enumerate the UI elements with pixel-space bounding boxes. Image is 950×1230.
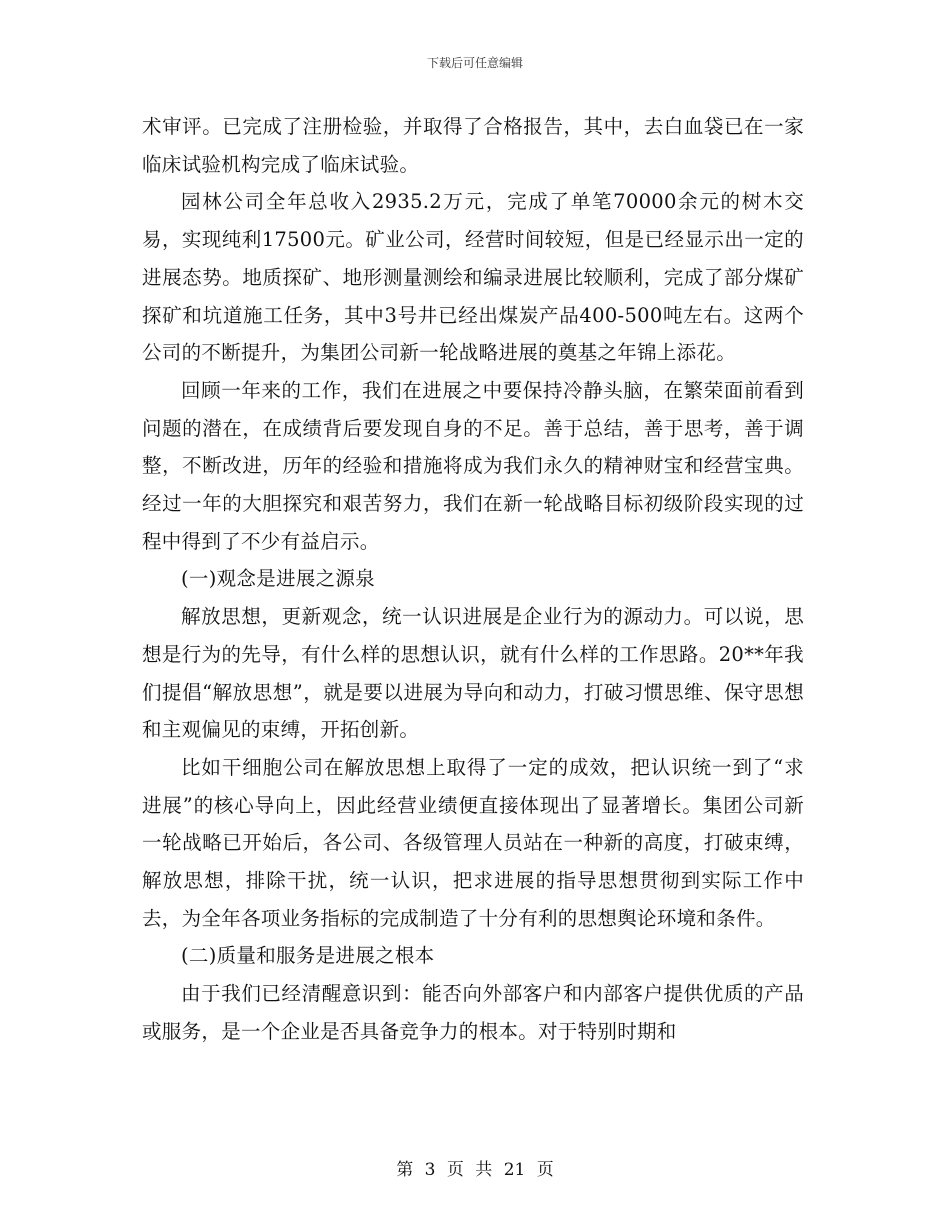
paragraph-5: 比如干细胞公司在解放思想上取得了一定的成效，把认识统一到了“求进展”的核心导向上，因此经营业绩便直接体现出了显著增长。集团公司新一轮战略已开始后，各公司、各级管理人员站在一种新的高度，打破束缚，解放思想，排除干扰，统一认识，把求进展的指导思想贯彻到实际工作中去，为全年各项业务指标的完成制造了十分有利的思想舆论环境和条件。 bbox=[142, 755, 804, 930]
section-heading-1: (一)观念是进展之源泉 bbox=[181, 567, 376, 591]
paragraph-1: 术审评。已完成了注册检验，并取得了合格报告，其中，去白血袋已在一家临床试验机构完成了临床试验。 bbox=[142, 115, 804, 176]
section-heading-2: (二)质量和服务是进展之根本 bbox=[181, 944, 435, 968]
page-header-note: 下载后可任意编辑 bbox=[426, 56, 523, 70]
paragraph-6: 由于我们已经清醒意识到：能否向外部客户和内部客户提供优质的产品或服务，是一个企业是否具备竞争力的根本。对于特别时期和 bbox=[142, 982, 804, 1043]
paragraph-2: 园林公司全年总收入2935.2万元，完成了单笔70000余元的树木交易，实现纯利17500元。矿业公司，经营时间较短，但是已经显示出一定的进展态势。地质探矿、地形测量测绘和编录进展比较顺利，完成了部分煤矿探矿和坑道施工任务，其中3号井已经出煤炭产品400-500吨左右。这两个公司的不断提升，为集团公司新一轮战略进展的奠基之年锦上添花。 bbox=[142, 190, 804, 365]
paragraph-3: 回顾一年来的工作，我们在进展之中要保持冷静头脑，在繁荣面前看到问题的潜在，在成绩背后要发现自身的不足。善于总结，善于思考，善于调整，不断改进，历年的经验和措施将成为我们永久的精神财宝和经营宝典。经过一年的大胆探究和艰苦努力，我们在新一轮战略目标初级阶段实现的过程中得到了不少有益启示。 bbox=[142, 378, 804, 553]
paragraph-4: 解放思想，更新观念，统一认识进展是企业行为的源动力。可以说，思想是行为的先导，有什么样的思想认识，就有什么样的工作思路。20**年我们提倡“解放思想”，就是要以进展为导向和动力，打破习惯思维、保守思想和主观偏见的束缚，开拓创新。 bbox=[142, 605, 804, 742]
document-body bbox=[142, 108, 804, 1051]
page-footer-number: 第 3 页 共 21 页 bbox=[396, 1160, 554, 1180]
